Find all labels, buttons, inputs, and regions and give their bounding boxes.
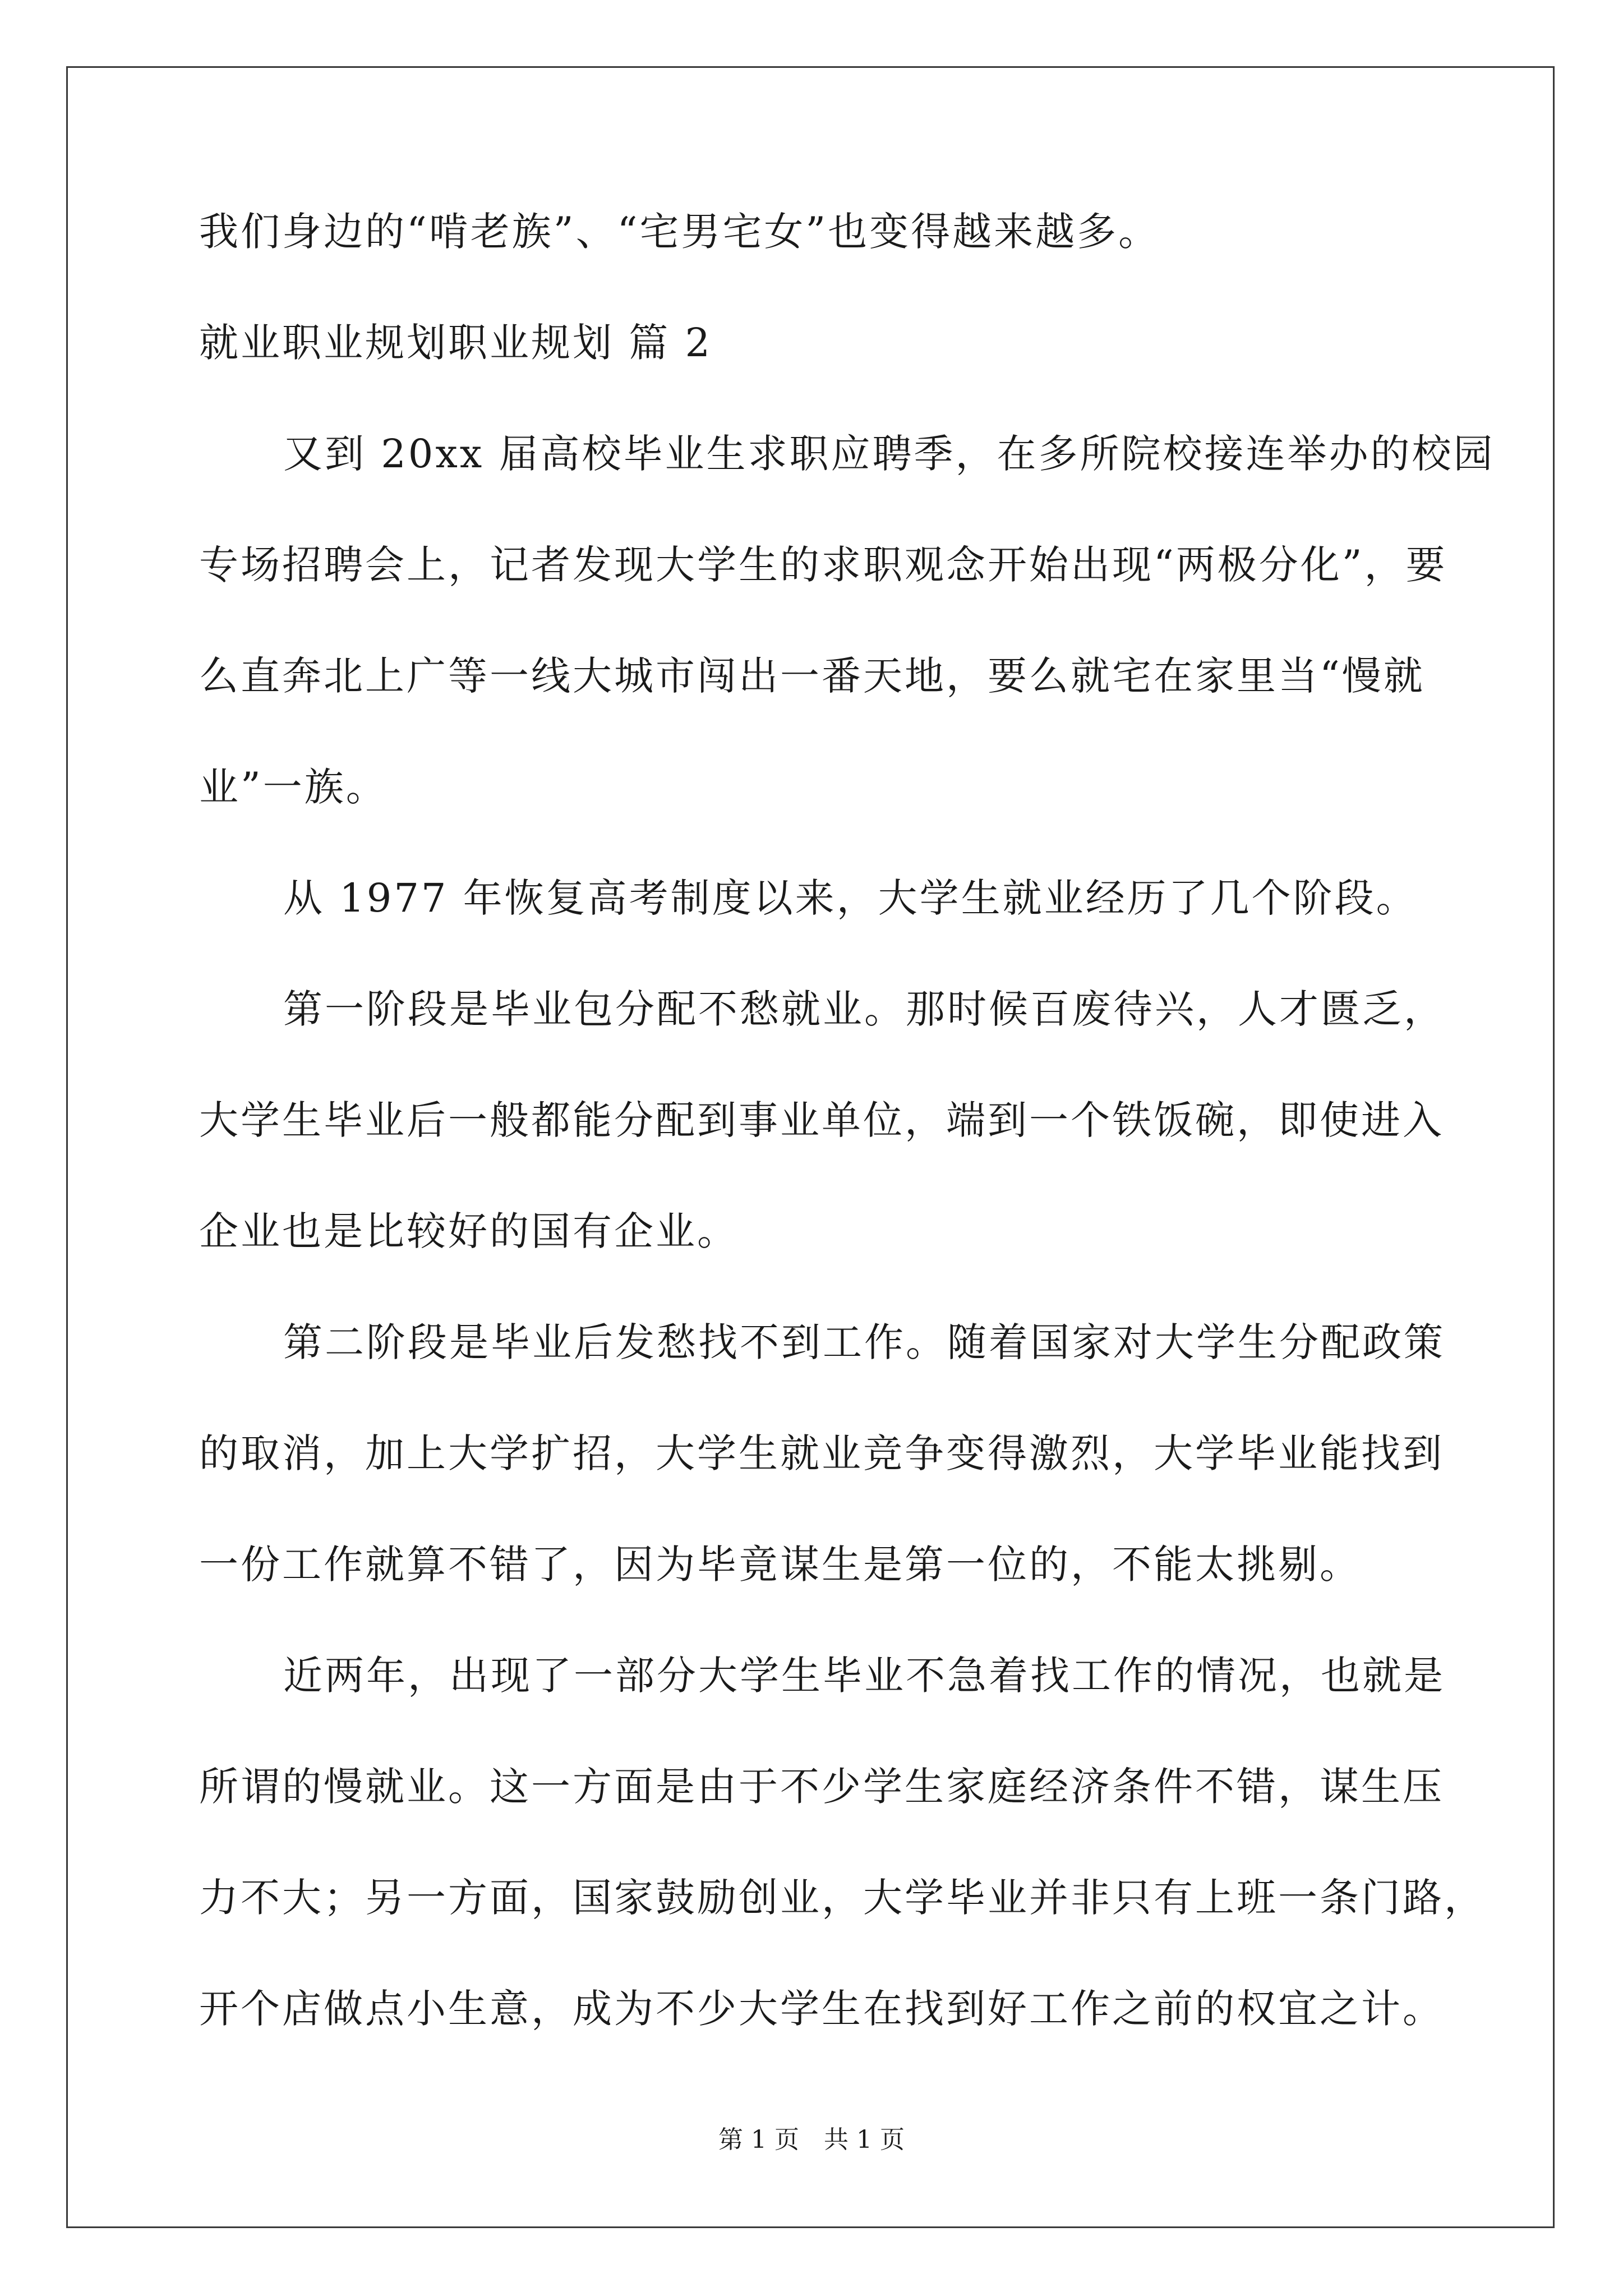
paragraph-line: 的取消，加上大学扩招，大学生就业竞争变得激烈，大学毕业能找到 [199, 1430, 1444, 1476]
paragraph-line: 业”一族。 [199, 764, 388, 810]
paragraph-line: 又到 20xx 届高校毕业生求职应聘季，在多所院校接连举办的校园 [283, 431, 1495, 477]
paragraph-line: 专场招聘会上，记者发现大学生的求职观念开始出现“两极分化”，要 [199, 542, 1447, 588]
section-heading: 就业职业规划职业规划 篇 2 [199, 320, 713, 366]
paragraph-line: 第一阶段是毕业包分配不愁就业。那时候百废待兴，人才匮乏， [283, 986, 1445, 1032]
document-body [199, 209, 1495, 2100]
paragraph-line: 所谓的慢就业。这一方面是由于不少学生家庭经济条件不错，谋生压 [199, 1764, 1444, 1810]
paragraph-line: 第二阶段是毕业后发愁找不到工作。随着国家对大学生分配政策 [283, 1319, 1445, 1365]
paragraph-line: 大学生毕业后一般都能分配到事业单位，端到一个铁饭碗，即使进入 [199, 1097, 1444, 1143]
paragraph-line: 从 1977 年恢复高考制度以来，大学生就业经历了几个阶段。 [283, 875, 1418, 921]
page-number: 第 1 页 共 1 页 [718, 2125, 905, 2154]
paragraph-line: 近两年，出现了一部分大学生毕业不急着找工作的情况，也就是 [283, 1653, 1445, 1699]
paragraph-line: 企业也是比较好的国有企业。 [199, 1208, 739, 1254]
paragraph-line: 么直奔北上广等一线大城市闯出一番天地，要么就宅在家里当“慢就 [199, 653, 1425, 699]
paragraph-line: 开个店做点小生意，成为不少大学生在找到好工作之前的权宜之计。 [199, 1986, 1444, 2032]
paragraph-line: 一份工作就算不错了，因为毕竟谋生是第一位的，不能太挑剔。 [199, 1542, 1361, 1588]
text-line: 我们身边的“啃老族”、“宅男宅女”也变得越来越多。 [199, 209, 1160, 255]
paragraph-line: 力不大；另一方面，国家鼓励创业，大学毕业并非只有上班一条门路， [199, 1875, 1486, 1921]
